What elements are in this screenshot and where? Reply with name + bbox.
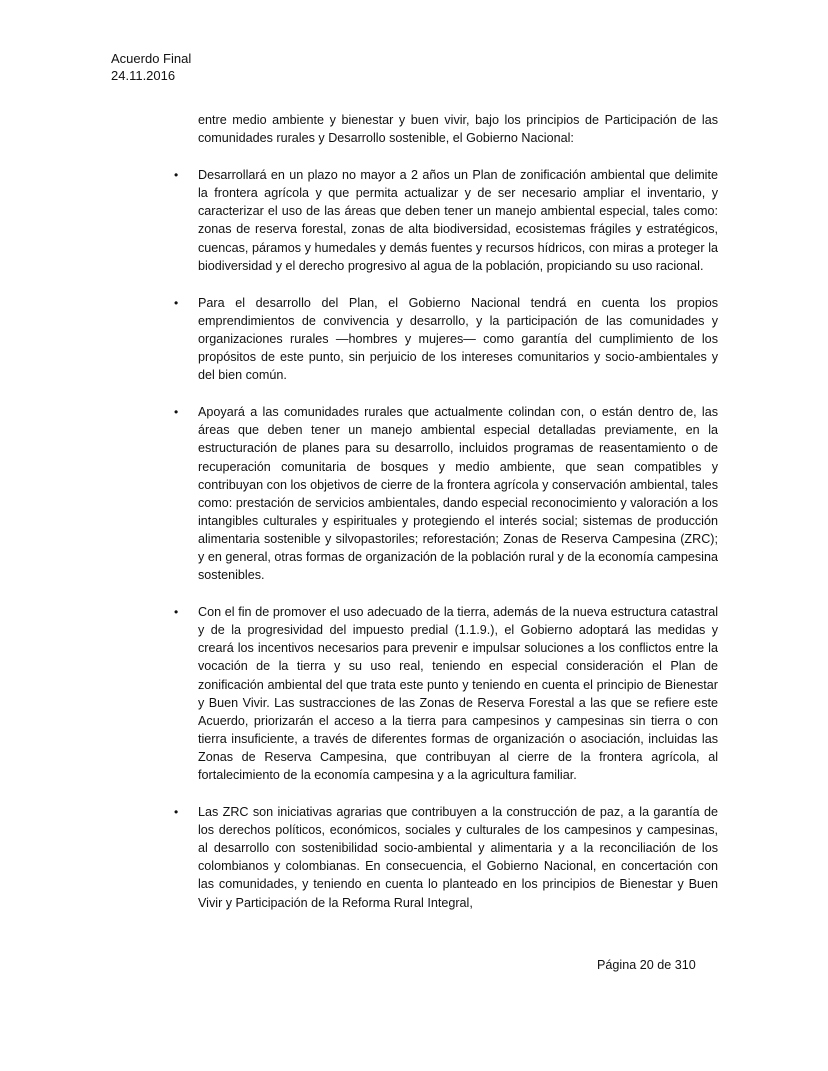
bullet-text: Desarrollará en un plazo no mayor a 2 años un Plan de zonificación ambiental que delimite la frontera agrícola y que permita actualizar y de ser necesario ampliar el inventario, y caracterizar el uso de las áreas que deben tener un manejo ambiental especial, tales como: zonas de reserva forestal, zonas de alta biodiversidad, ecosistemas frágiles y estratégicos, cuencas, páramos y humedales y demás fuentes y recursos hídricos, con miras a proteger la biodiversidad y el derecho progresivo al agua de la población, propiciando su uso racional. [198, 168, 718, 273]
bullet-item [174, 403, 718, 584]
bullet-text: Las ZRC son iniciativas agrarias que contribuyen a la construcción de paz, a la garantía de los derechos políticos, económicos, sociales y culturales de los campesinos y campesinas, al desarrollo con sostenibilidad socio-ambiental y alimentaria y a la reconciliación de los colombianos y colombianas. En consecuencia, el Gobierno Nacional, en concertación con las comunidades, y teniendo en cuenta lo planteado en los principios de Bienestar y Buen Vivir y Participación de la Reforma Rural Integral, [198, 805, 718, 910]
bullet-icon: • [174, 805, 179, 820]
bullet-text: Para el desarrollo del Plan, el Gobierno Nacional tendrá en cuenta los propios emprendimientos de convivencia y desarrollo, y la participación de las comunidades y organizaciones rurales —hombres y mujeres— como garantía del cumplimiento de los propósitos de este punto, sin perjuicio de los intereses comunitarios y socio-ambientales y del bien común. [198, 295, 718, 383]
page-number: Página 20 de 310 [597, 958, 696, 972]
bullet-list [174, 166, 718, 911]
bullet-text: Apoyará a las comunidades rurales que actualmente colindan con, o están dentro de, las áreas que deben tener un manejo ambiental especial detalladas previamente, en la estructuración de planes para su desarrollo, incluidos programas de reasentamiento o de recuperación comunitaria de bosques y medio ambiente, que sean compatibles y contribuyan con los objetivos de cierre de la frontera agrícola y conservación ambiental, tales como: prestación de servicios ambientales, dando especial reconocimiento y valoración a los intangibles culturales y espirituales y protegiendo el interés social; sistemas de producción alimentaria sostenible y silvopastoriles; reforestación; Zonas de Reserva Campesina (ZRC); y en general, otras formas de organización de la población rural y de la economía campesina sostenibles. [198, 405, 718, 583]
bullet-item [174, 166, 718, 275]
intro-paragraph: entre medio ambiente y bienestar y buen vivir, bajo los principios de Participación de las comunidades rurales y Desarrollo sostenible, el Gobierno Nacional: [198, 113, 718, 146]
page-header [111, 50, 191, 84]
bullet-icon: • [174, 605, 179, 620]
bullet-item [174, 803, 718, 912]
bullet-text: Con el fin de promover el uso adecuado de la tierra, además de la nueva estructura catastral y de la progresividad del impuesto predial (1.1.9.), el Gobierno adoptará las medidas y creará los incentivos necesarios para prevenir e impulsar soluciones a los conflictos entre la vocación de la tierra y su uso real, teniendo en especial consideración el Plan de zonificación ambiental del que trata este punto y teniendo en cuenta el principio de Bienestar y Buen Vivir. Las sustracciones de las Zonas de Reserva Forestal a las que se refiere este Acuerdo, priorizarán el acceso a la tierra para campesinos y campesinas sin tierra o con tierra insuficiente, a través de diferentes formas de organización o asociación, incluidas las Zonas de Reserva Campesina, que contribuyan al cierre de la frontera agrícola, al fortalecimiento de la economía campesina y a la agricultura familiar. [198, 605, 718, 782]
document-date: 24.11.2016 [111, 68, 176, 83]
bullet-icon: • [174, 295, 179, 310]
bullet-item [174, 603, 718, 784]
document-title: Acuerdo Final [111, 51, 192, 66]
document-body [174, 111, 718, 912]
bullet-icon: • [174, 168, 179, 183]
bullet-icon: • [174, 405, 179, 420]
bullet-item [174, 294, 718, 384]
